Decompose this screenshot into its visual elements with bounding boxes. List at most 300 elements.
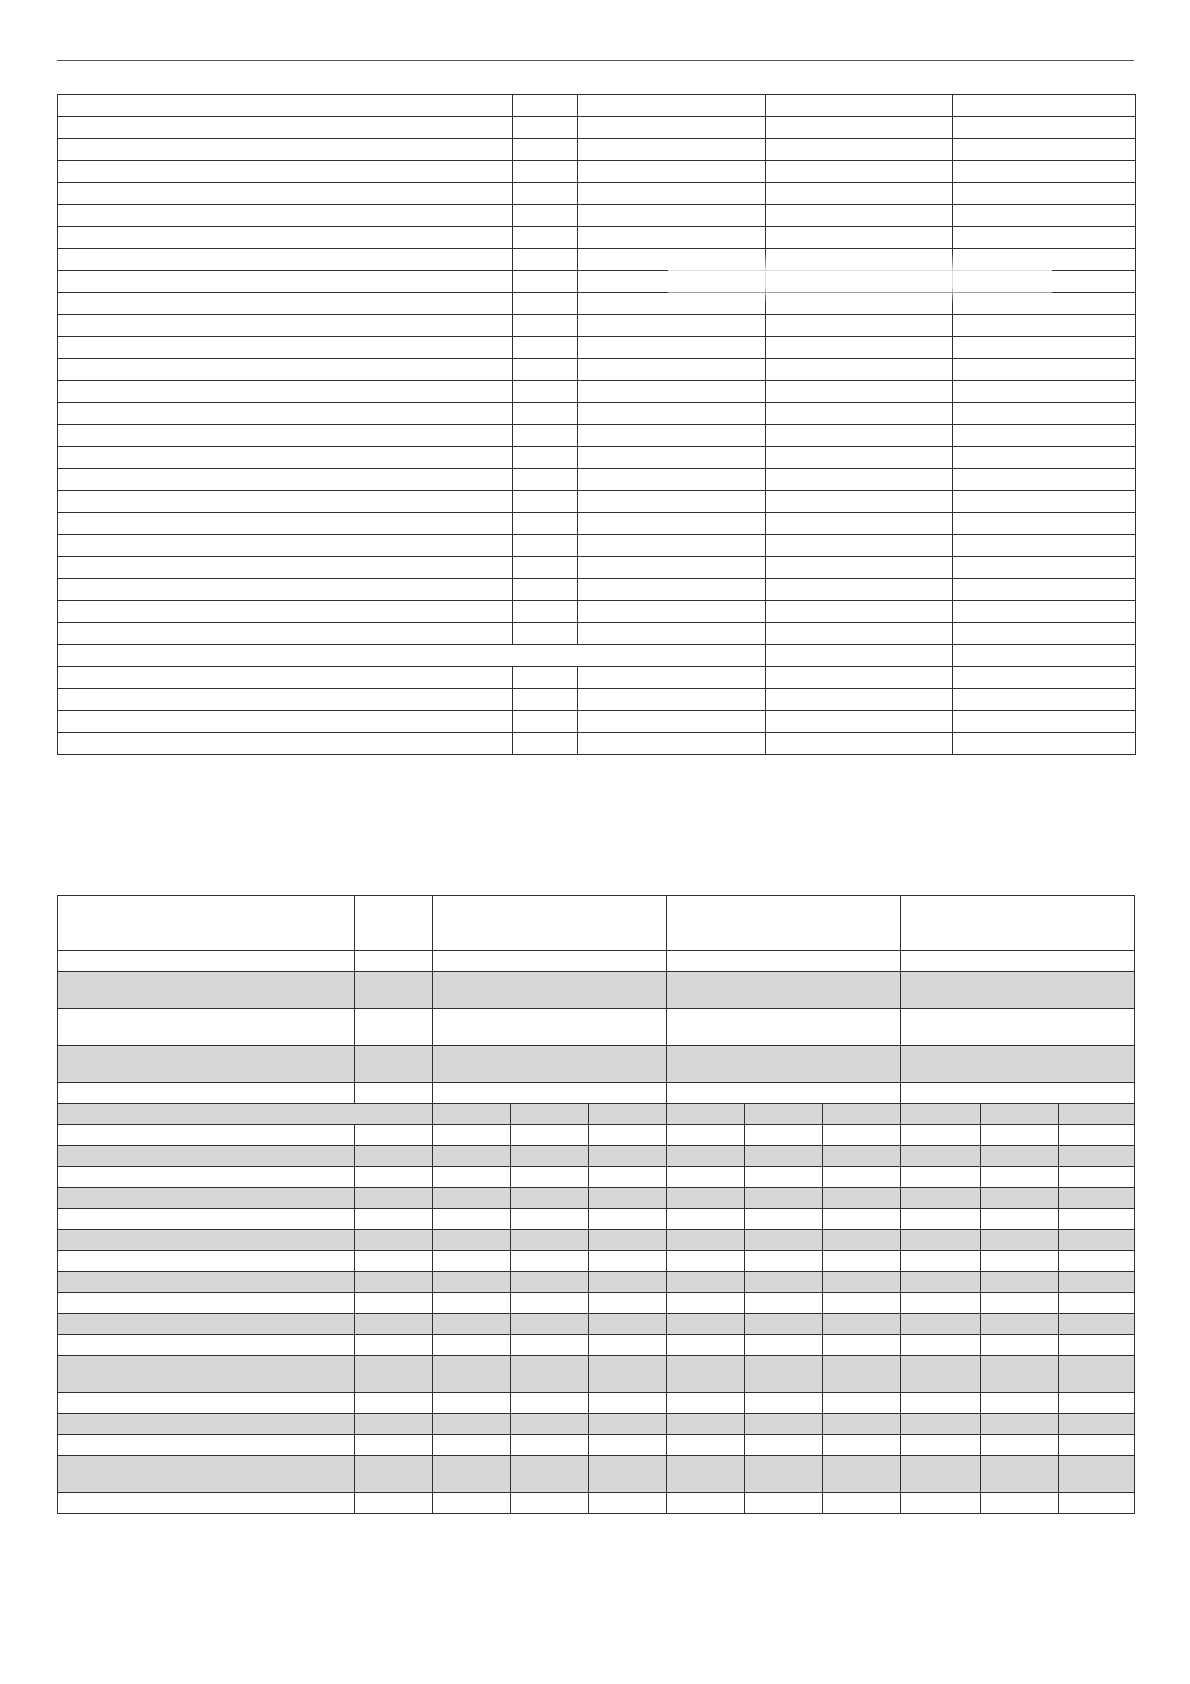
table-cell xyxy=(901,1046,1135,1083)
table-cell xyxy=(953,645,1136,667)
table-cell xyxy=(766,513,953,535)
table-cell xyxy=(981,1188,1059,1209)
table-cell xyxy=(901,1272,981,1293)
table-cell xyxy=(578,557,766,579)
table-cell xyxy=(745,1272,823,1293)
table-cell xyxy=(981,1293,1059,1314)
table-cell xyxy=(513,535,578,557)
table-cell xyxy=(823,1493,901,1514)
table-cell xyxy=(901,1314,981,1335)
table-row xyxy=(58,1314,1135,1335)
table-cell xyxy=(953,337,1136,359)
table-cell xyxy=(58,1314,355,1335)
table-cell xyxy=(953,117,1136,139)
table-cell xyxy=(589,1293,667,1314)
table-cell xyxy=(901,951,1135,972)
table-cell xyxy=(578,403,766,425)
upper-table xyxy=(57,94,1136,755)
table-cell xyxy=(513,623,578,645)
table-cell xyxy=(58,491,513,513)
subheader-cell xyxy=(433,1104,511,1125)
table-cell xyxy=(901,1493,981,1514)
table-cell xyxy=(1059,1188,1135,1209)
table-cell xyxy=(511,1272,589,1293)
table-cell xyxy=(953,315,1136,337)
table-row xyxy=(58,161,1136,183)
table-cell xyxy=(355,1356,433,1393)
table-cell xyxy=(578,623,766,645)
table-cell xyxy=(355,1209,433,1230)
table-cell xyxy=(433,1335,511,1356)
table-cell xyxy=(901,1293,981,1314)
table-cell xyxy=(766,249,953,271)
subheader-cell xyxy=(901,1104,981,1125)
table-cell xyxy=(578,513,766,535)
table-cell xyxy=(433,1167,511,1188)
table-cell xyxy=(433,1272,511,1293)
table-cell xyxy=(981,1456,1059,1493)
table-cell xyxy=(1059,1293,1135,1314)
table-cell xyxy=(766,667,953,689)
table-cell xyxy=(589,1125,667,1146)
table-cell xyxy=(355,1083,433,1104)
table-cell xyxy=(1059,1414,1135,1435)
table-cell xyxy=(58,1009,355,1046)
table-cell xyxy=(578,469,766,491)
table-cell xyxy=(766,711,953,733)
table-cell xyxy=(513,425,578,447)
table-row xyxy=(58,1167,1135,1188)
table-cell xyxy=(513,315,578,337)
table-cell xyxy=(58,1188,355,1209)
table-cell xyxy=(953,623,1136,645)
table-cell xyxy=(953,689,1136,711)
table-row xyxy=(58,293,1136,315)
table-row xyxy=(58,1493,1135,1514)
table-cell xyxy=(766,95,953,117)
table-cell xyxy=(667,1393,745,1414)
table-cell xyxy=(766,689,953,711)
table-cell xyxy=(953,513,1136,535)
table-cell xyxy=(513,447,578,469)
table-cell xyxy=(355,1251,433,1272)
table-cell xyxy=(901,1335,981,1356)
table-cell xyxy=(901,1230,981,1251)
table-cell xyxy=(578,667,766,689)
table-cell xyxy=(901,1125,981,1146)
table-row xyxy=(58,469,1136,491)
table-cell xyxy=(901,1393,981,1414)
table-cell xyxy=(355,1335,433,1356)
table-cell xyxy=(766,227,953,249)
table-cell xyxy=(355,1167,433,1188)
table-cell xyxy=(745,1293,823,1314)
table-cell xyxy=(981,1335,1059,1356)
table-cell xyxy=(766,337,953,359)
table-cell xyxy=(667,1456,745,1493)
table-cell xyxy=(745,1335,823,1356)
table-cell xyxy=(58,425,513,447)
table-cell xyxy=(513,711,578,733)
table-cell xyxy=(981,1146,1059,1167)
table-cell xyxy=(953,249,1136,271)
table-row xyxy=(58,425,1136,447)
table-cell xyxy=(578,447,766,469)
table-cell xyxy=(981,1125,1059,1146)
table-cell xyxy=(766,535,953,557)
table-cell xyxy=(58,359,513,381)
table-cell xyxy=(823,1146,901,1167)
table-row xyxy=(58,951,1135,972)
table-cell xyxy=(58,601,513,623)
table-cell xyxy=(823,1293,901,1314)
table-cell xyxy=(953,293,1136,315)
table-cell xyxy=(433,1046,667,1083)
table-cell xyxy=(58,117,513,139)
table-cell xyxy=(589,1209,667,1230)
table-cell xyxy=(513,227,578,249)
table-row xyxy=(58,249,1136,271)
table-cell xyxy=(513,601,578,623)
table-cell xyxy=(58,667,513,689)
table-cell xyxy=(1059,1493,1135,1514)
table-cell xyxy=(513,337,578,359)
table-cell xyxy=(578,293,766,315)
subheader-row xyxy=(58,1104,1135,1125)
table-cell xyxy=(953,381,1136,403)
subheader-cell xyxy=(745,1104,823,1125)
table-cell xyxy=(513,271,578,293)
table-cell xyxy=(578,161,766,183)
table-cell xyxy=(766,469,953,491)
table-cell xyxy=(766,293,953,315)
table-row xyxy=(58,667,1136,689)
table-cell xyxy=(433,1314,511,1335)
table-cell xyxy=(901,1356,981,1393)
table-cell xyxy=(513,381,578,403)
table-row xyxy=(58,183,1136,205)
table-cell xyxy=(953,271,1136,293)
table-cell xyxy=(953,447,1136,469)
table-cell xyxy=(58,249,513,271)
table-cell xyxy=(513,469,578,491)
table-cell xyxy=(589,1393,667,1414)
table-cell xyxy=(667,1414,745,1435)
table-cell xyxy=(823,1356,901,1393)
table-cell xyxy=(823,1272,901,1293)
table-cell xyxy=(355,1493,433,1514)
table-row xyxy=(58,271,1136,293)
table-cell xyxy=(1059,1146,1135,1167)
table-cell xyxy=(667,972,901,1009)
table-cell xyxy=(58,139,513,161)
table-cell xyxy=(433,1009,667,1046)
table-cell xyxy=(58,1456,355,1493)
table-cell xyxy=(953,161,1136,183)
table-cell xyxy=(511,1456,589,1493)
table-cell xyxy=(953,579,1136,601)
table-cell xyxy=(766,733,953,755)
table-cell xyxy=(433,1414,511,1435)
table-cell xyxy=(58,227,513,249)
table-cell xyxy=(511,1167,589,1188)
table-cell xyxy=(766,601,953,623)
table-cell xyxy=(58,1251,355,1272)
table-cell xyxy=(355,1414,433,1435)
table-cell xyxy=(823,1125,901,1146)
table-cell xyxy=(589,1188,667,1209)
subheader-cell xyxy=(823,1104,901,1125)
subheader-cell xyxy=(1059,1104,1135,1125)
table-cell xyxy=(745,1414,823,1435)
table-cell xyxy=(953,403,1136,425)
table-row xyxy=(58,205,1136,227)
table-cell xyxy=(745,1393,823,1414)
table-cell xyxy=(667,1251,745,1272)
table-cell xyxy=(953,95,1136,117)
table-row xyxy=(58,623,1136,645)
table-cell xyxy=(433,951,667,972)
table-row xyxy=(58,1209,1135,1230)
table-cell xyxy=(981,1493,1059,1514)
subheader-cell xyxy=(589,1104,667,1125)
table-row xyxy=(58,535,1136,557)
table-cell xyxy=(901,1435,981,1456)
table-cell xyxy=(667,1125,745,1146)
table-row xyxy=(58,1046,1135,1083)
table-cell xyxy=(58,1146,355,1167)
table-cell xyxy=(1059,1335,1135,1356)
table-cell xyxy=(58,951,355,972)
table-cell xyxy=(355,1125,433,1146)
table-cell xyxy=(511,1293,589,1314)
table-cell xyxy=(58,513,513,535)
subheader-cell xyxy=(667,1104,745,1125)
table-cell xyxy=(433,1230,511,1251)
table-cell xyxy=(355,1046,433,1083)
table-cell xyxy=(1059,1209,1135,1230)
table-cell xyxy=(355,1230,433,1251)
table-row xyxy=(58,1356,1135,1393)
table-cell xyxy=(589,1435,667,1456)
table-cell xyxy=(589,1493,667,1514)
table-cell xyxy=(578,601,766,623)
table-row xyxy=(58,1146,1135,1167)
table-cell xyxy=(953,227,1136,249)
table-cell xyxy=(513,667,578,689)
table-cell xyxy=(58,1230,355,1251)
table-row xyxy=(58,579,1136,601)
table-cell xyxy=(766,645,953,667)
table-row xyxy=(58,1435,1135,1456)
table-cell xyxy=(513,579,578,601)
table-cell xyxy=(513,205,578,227)
table-cell xyxy=(1059,1125,1135,1146)
table-cell xyxy=(667,1209,745,1230)
table-cell xyxy=(901,1083,1135,1104)
table-cell xyxy=(901,1209,981,1230)
table-cell xyxy=(513,733,578,755)
table-cell xyxy=(58,711,513,733)
table-cell xyxy=(953,601,1136,623)
table-cell xyxy=(981,1435,1059,1456)
table-cell xyxy=(58,1125,355,1146)
table-cell xyxy=(578,733,766,755)
table-cell xyxy=(953,557,1136,579)
table-row-merged xyxy=(58,645,1136,667)
table-cell xyxy=(667,951,901,972)
table-cell xyxy=(58,1272,355,1293)
table-cell xyxy=(1059,1230,1135,1251)
table-cell xyxy=(766,205,953,227)
table-row xyxy=(58,1230,1135,1251)
table-cell xyxy=(745,1435,823,1456)
table-cell xyxy=(823,1314,901,1335)
table-cell xyxy=(355,1293,433,1314)
table-cell xyxy=(667,1188,745,1209)
table-cell xyxy=(433,972,667,1009)
table-cell xyxy=(58,1209,355,1230)
table-cell xyxy=(745,1314,823,1335)
table-cell xyxy=(901,1251,981,1272)
header-cell xyxy=(58,896,355,951)
table-cell xyxy=(766,161,953,183)
table-cell xyxy=(766,271,953,293)
table-cell xyxy=(901,1188,981,1209)
table-cell xyxy=(513,161,578,183)
table-cell xyxy=(823,1209,901,1230)
table-cell xyxy=(58,557,513,579)
table-cell xyxy=(355,951,433,972)
table-cell xyxy=(578,315,766,337)
table-cell xyxy=(58,161,513,183)
table-cell xyxy=(981,1209,1059,1230)
table-cell xyxy=(513,513,578,535)
table-row xyxy=(58,513,1136,535)
header-cell xyxy=(667,896,901,951)
table-cell xyxy=(823,1188,901,1209)
table-cell xyxy=(511,1209,589,1230)
table-cell xyxy=(58,1335,355,1356)
table-cell xyxy=(745,1167,823,1188)
table-cell xyxy=(589,1167,667,1188)
table-cell xyxy=(1059,1251,1135,1272)
table-cell xyxy=(589,1356,667,1393)
table-row xyxy=(58,972,1135,1009)
table-row xyxy=(58,1251,1135,1272)
table-cell xyxy=(766,359,953,381)
table-cell xyxy=(58,972,355,1009)
table-cell xyxy=(901,1414,981,1435)
table-cell xyxy=(981,1230,1059,1251)
table-cell xyxy=(667,1314,745,1335)
table-cell xyxy=(745,1146,823,1167)
table-cell xyxy=(823,1435,901,1456)
table-row xyxy=(58,1009,1135,1046)
table-cell xyxy=(578,183,766,205)
table-cell xyxy=(766,403,953,425)
table-cell xyxy=(513,403,578,425)
table-cell xyxy=(745,1356,823,1393)
table-cell xyxy=(511,1393,589,1414)
table-cell xyxy=(901,1146,981,1167)
lower-table xyxy=(57,895,1135,1514)
table-cell xyxy=(667,1493,745,1514)
table-cell xyxy=(513,249,578,271)
table-cell xyxy=(589,1230,667,1251)
table-cell xyxy=(578,425,766,447)
table-cell xyxy=(578,117,766,139)
table-cell xyxy=(589,1314,667,1335)
table-cell xyxy=(823,1167,901,1188)
table-cell xyxy=(745,1209,823,1230)
table-cell xyxy=(1059,1456,1135,1493)
table-cell xyxy=(578,95,766,117)
table-cell xyxy=(58,337,513,359)
table-cell xyxy=(578,337,766,359)
table-cell xyxy=(981,1272,1059,1293)
table-cell xyxy=(511,1493,589,1514)
table-cell xyxy=(953,359,1136,381)
table-cell xyxy=(433,1125,511,1146)
table-row xyxy=(58,1188,1135,1209)
table-row xyxy=(58,1272,1135,1293)
table-row xyxy=(58,337,1136,359)
table-cell xyxy=(578,205,766,227)
table-cell xyxy=(953,733,1136,755)
table-cell xyxy=(433,1188,511,1209)
table-cell xyxy=(58,293,513,315)
table-cell xyxy=(513,183,578,205)
table-cell xyxy=(981,1167,1059,1188)
table-cell xyxy=(433,1356,511,1393)
table-cell xyxy=(578,689,766,711)
table-cell xyxy=(953,425,1136,447)
table-cell xyxy=(578,535,766,557)
table-cell xyxy=(58,447,513,469)
table-row xyxy=(58,601,1136,623)
table-cell xyxy=(513,293,578,315)
table-row xyxy=(58,359,1136,381)
table-cell xyxy=(981,1414,1059,1435)
table-cell xyxy=(953,711,1136,733)
table-cell xyxy=(745,1230,823,1251)
table-cell xyxy=(1059,1393,1135,1414)
table-cell xyxy=(58,689,513,711)
table-cell xyxy=(823,1230,901,1251)
table-cell xyxy=(355,1009,433,1046)
table-cell xyxy=(511,1414,589,1435)
table-cell xyxy=(589,1272,667,1293)
table-cell xyxy=(578,359,766,381)
table-cell xyxy=(745,1125,823,1146)
header-cell xyxy=(433,896,667,951)
table-cell xyxy=(58,1167,355,1188)
table-row xyxy=(58,381,1136,403)
subheader-cell xyxy=(981,1104,1059,1125)
table-cell xyxy=(355,1435,433,1456)
table-cell xyxy=(981,1314,1059,1335)
table-cell xyxy=(58,1293,355,1314)
table-cell xyxy=(433,1146,511,1167)
table-cell xyxy=(58,1393,355,1414)
table-cell xyxy=(513,117,578,139)
header-cell xyxy=(901,896,1135,951)
table-cell xyxy=(667,1272,745,1293)
table-row xyxy=(58,95,1136,117)
table-cell xyxy=(745,1456,823,1493)
table-cell xyxy=(953,469,1136,491)
